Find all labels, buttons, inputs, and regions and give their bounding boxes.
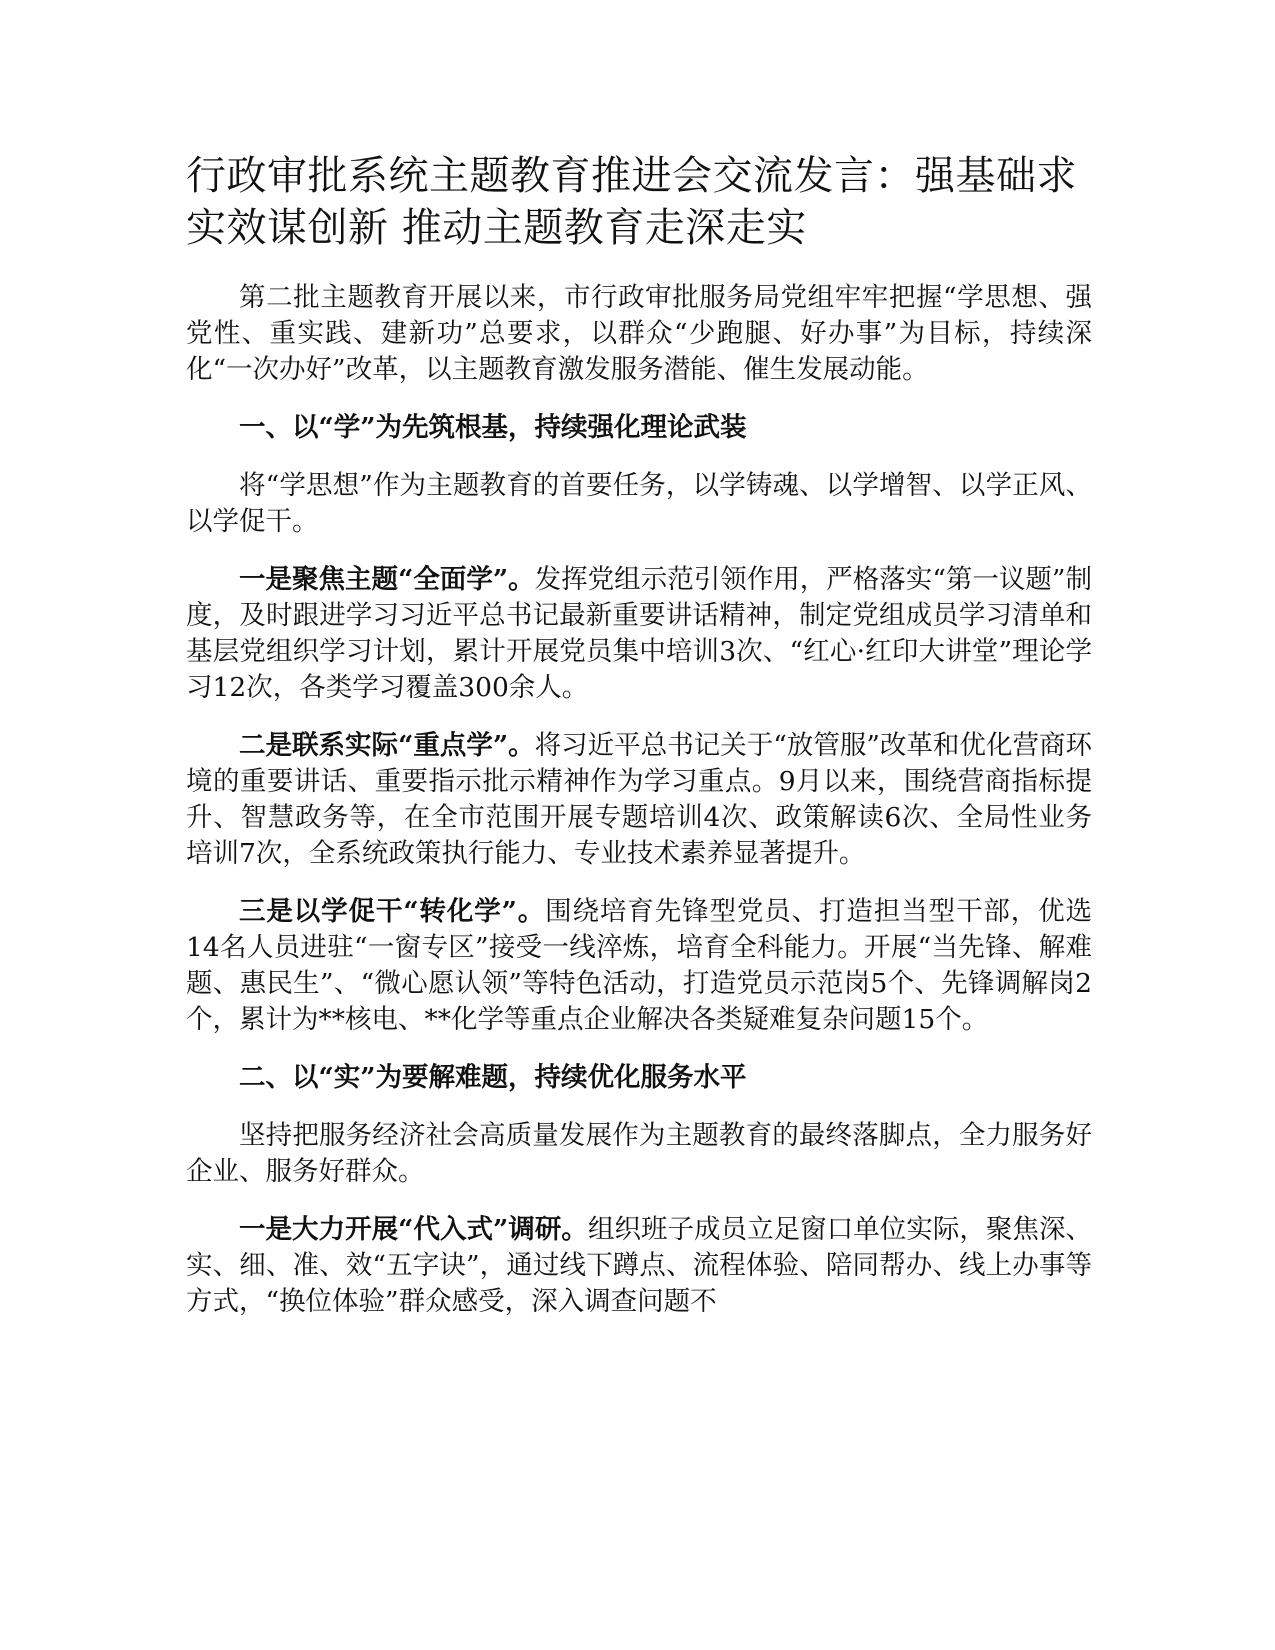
point-lead: 一是聚焦主题“全面学”。 xyxy=(239,564,535,595)
section-summary-1: 将“学思想”作为主题教育的首要任务，以学铸魂、以学增智、以学正风、以学促干。 xyxy=(186,470,1092,537)
point-text: 组织班子成员立足窗口单位实际，聚焦深、实、细、准、效“五字诀”，通过线下蹲点、流程体验、陪同帮办、线上办事等方式，“换位体验”群众感受，深入调查问题不 xyxy=(186,1214,1092,1317)
section-summary-2: 坚持把服务经济社会高质量发展作为主题教育的最终落脚点，全力服务好企业、服务好群众。 xyxy=(186,1120,1092,1187)
point-lead: 二是联系实际“重点学”。 xyxy=(239,730,535,761)
section-heading-2: 二、以“实”为要解难题，持续优化服务水平 xyxy=(239,1062,747,1093)
point-lead: 一是大力开展“代入式”调研。 xyxy=(239,1214,588,1245)
intro-paragraph: 第二批主题教育开展以来，市行政审批服务局党组牢牢把握“学思想、强党性、重实践、建新功”总要求，以群众“少跑腿、好办事”为目标，持续深化“一次办好”改革，以主题教育激发服务潜能、催生发展动能。 xyxy=(186,282,1092,385)
point-text: 围绕培育先锋型党员、打造担当型干部，优选14名人员进驻“一窗专区”接受一线淬炼，培育全科能力。开展“当先锋、解难题、惠民生”、“微心愿认领”等特色活动，打造党员示范岗5个、先锋调解岗2个，累计为**核电、**化学等重点企业解决各类疑难复杂问题15个。 xyxy=(186,896,1092,1035)
point-lead: 三是以学促干“转化学”。 xyxy=(239,896,546,927)
point-text: 将习近平总书记关于“放管服”改革和优化营商环境的重要讲话、重要指示批示精神作为学习重点。9月以来，围绕营商指标提升、智慧政务等，在全市范围开展专题培训4次、政策解读6次、全局性业务培训7次，全系统政策执行能力、专业技术素养显著提升。 xyxy=(186,730,1092,869)
document-title: 行政审批系统主题教育推进会交流发言：强基础求实效谋创新 推动主题教育走深走实 xyxy=(186,153,1077,251)
section-1-point-1 xyxy=(186,562,1092,706)
document-page xyxy=(186,150,1092,1342)
section-2-point-1 xyxy=(186,1212,1092,1320)
section-1-point-2 xyxy=(186,728,1092,872)
point-text: 发挥党组示范引领作用，严格落实“第一议题”制度，及时跟进学习习近平总书记最新重要讲话精神，制定党组成员学习清单和基层党组织学习计划，累计开展党员集中培训3次、“红心·红印大讲堂”理论学习12次，各类学习覆盖300余人。 xyxy=(186,564,1092,703)
section-1-point-3 xyxy=(186,894,1092,1038)
section-heading-1: 一、以“学”为先筑根基，持续强化理论武装 xyxy=(239,412,747,443)
